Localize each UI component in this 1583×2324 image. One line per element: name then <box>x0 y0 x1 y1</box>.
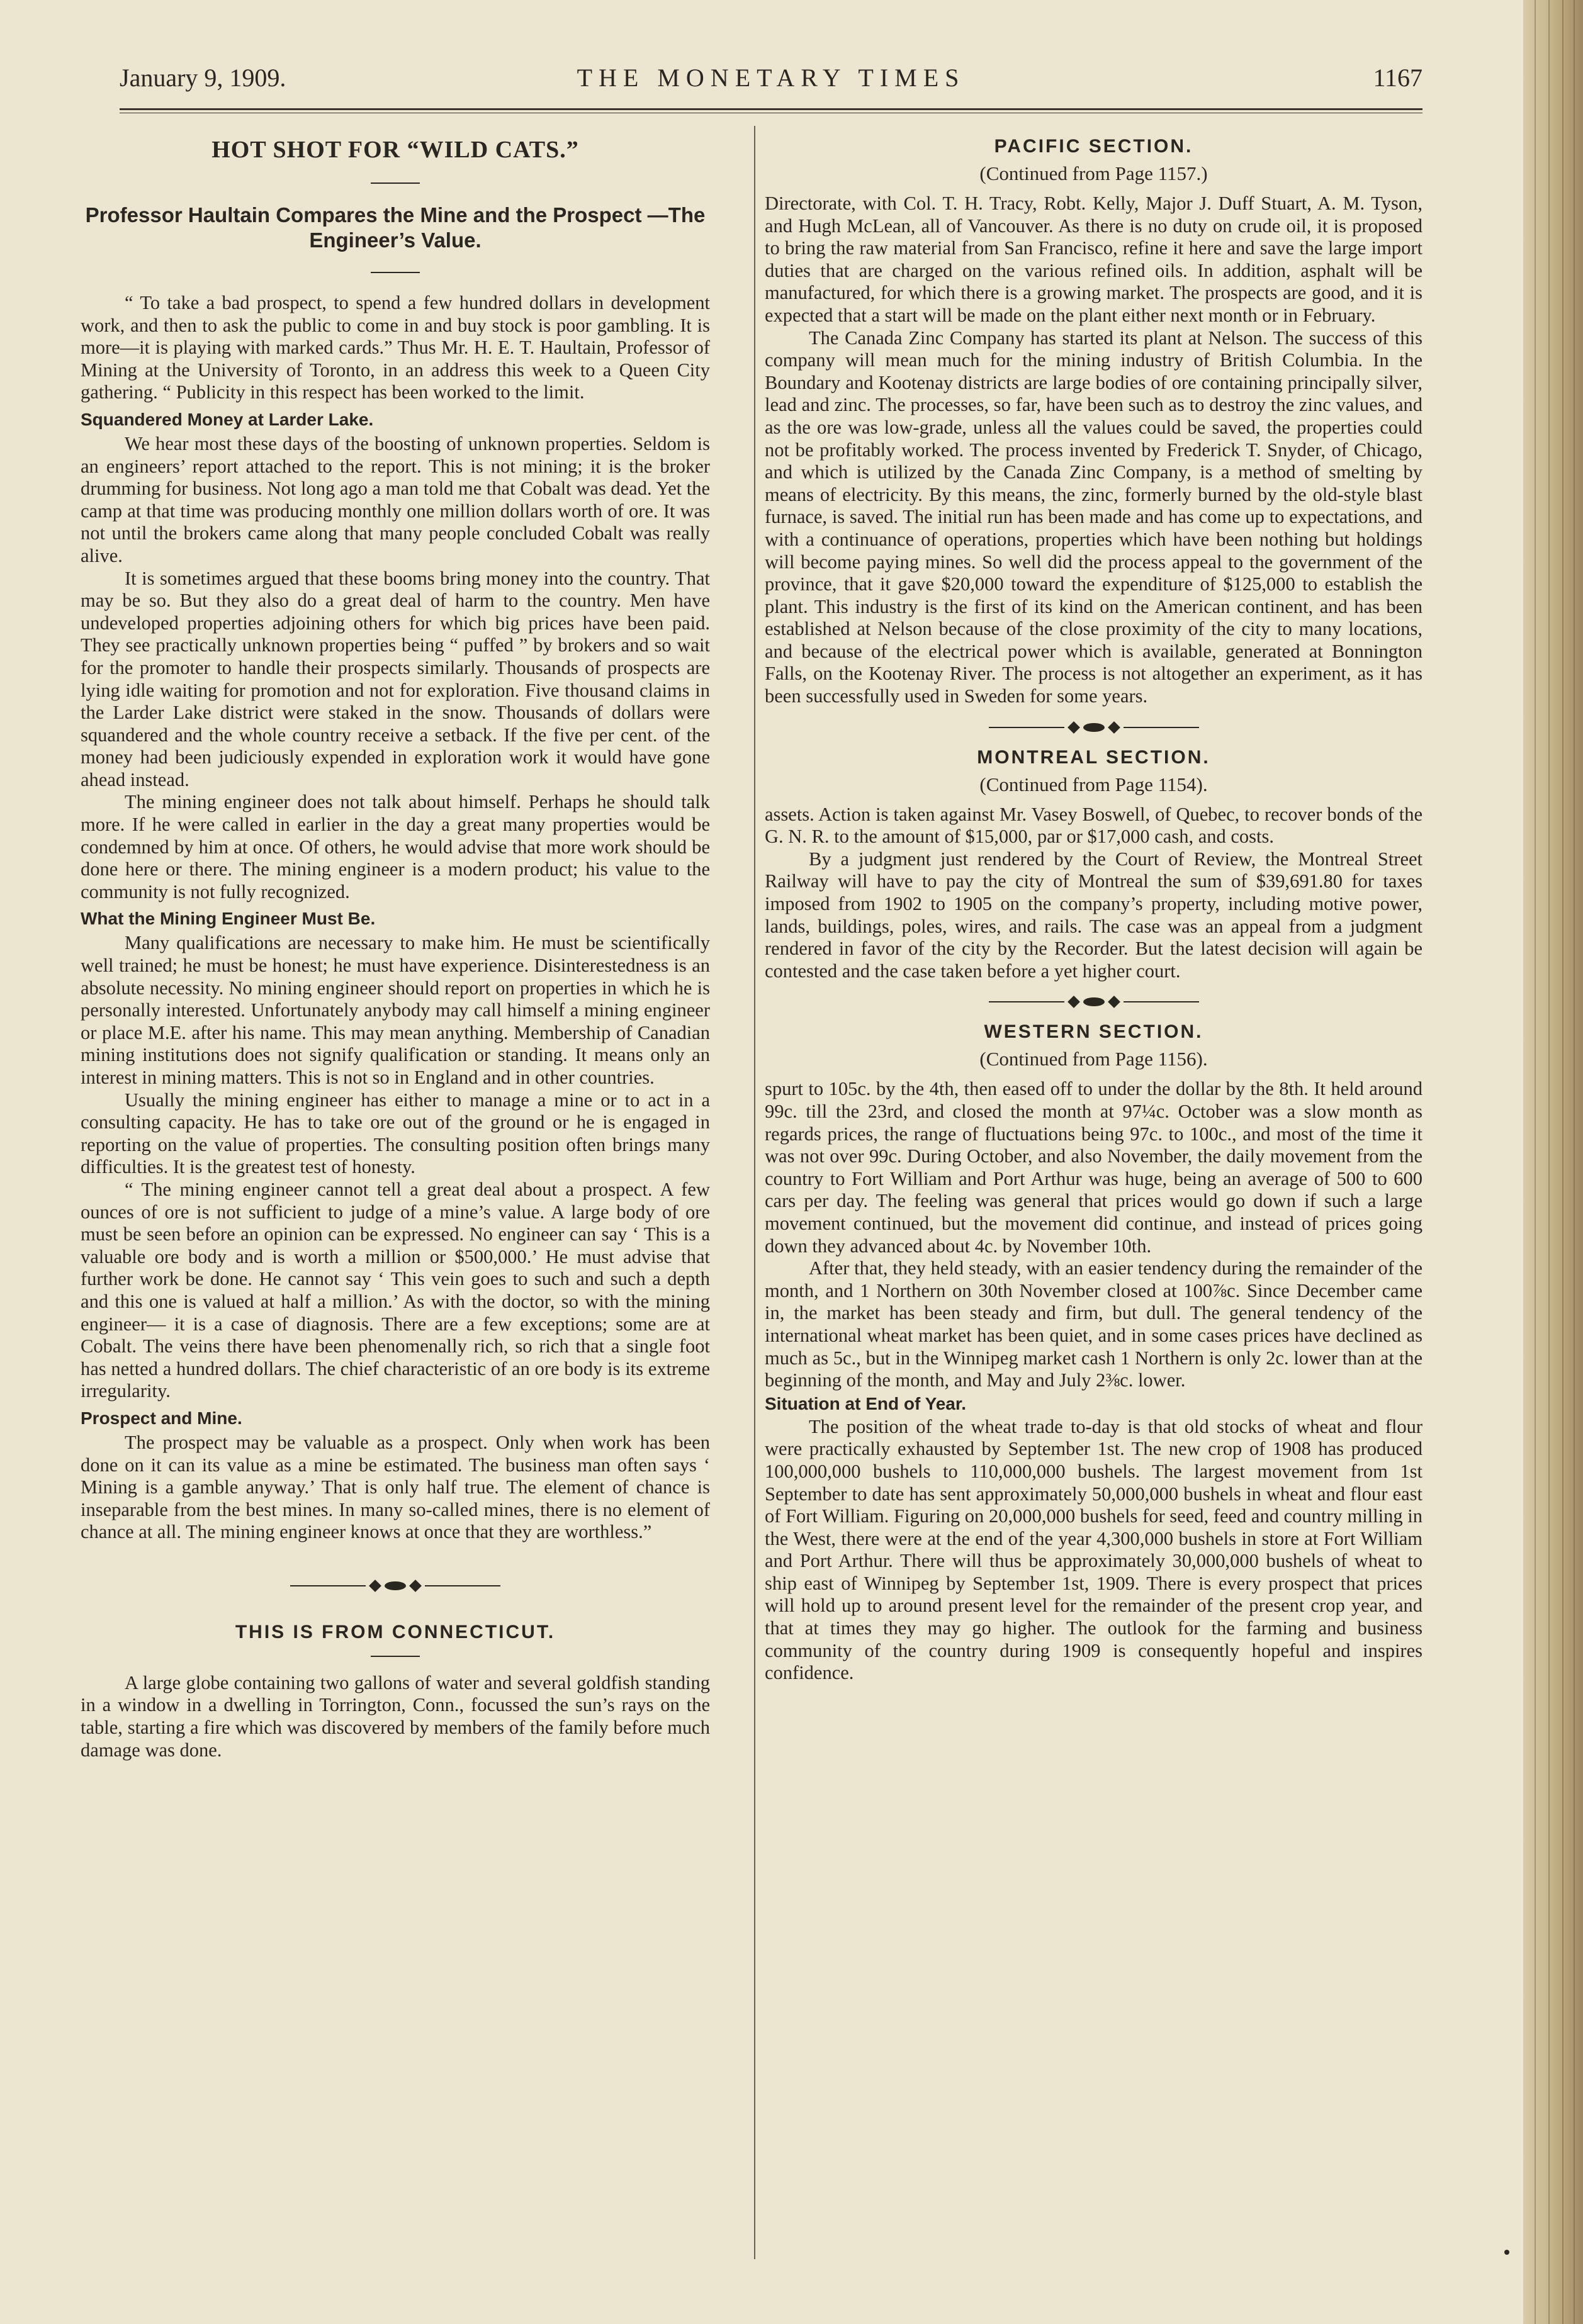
paragraph: The Canada Zinc Company has started its plant at Nelson. The success of this company will mean much for the mining industry of British Columbia. In the Boundary and Kootenay districts are large bodies of ore containing principally silver, lead and zinc. The processes, so far, have been such as to destroy the zinc values, and as the ore was low-grade, unless all the values could be saved, the properties could not be profitably worked. The process invented by Frederick T. Snyder, of Chicago, and which is utilized by the Canada Zinc Company, is a method of smelting by means of electricity. By this means, the zinc, formerly burned by the old-style blast furnace, is saved. The initial run has been made and has come up to expectations, and with a continuance of operations, properties which have been nothing but holdings will become paying mines. So well did the process appeal to the government of the province, that it gave $20,000 toward the expenditure of $125,000 to establish the plant. This industry is the first of its kind on the American continent, and has been established at Nelson because of the close proximity of the city to many locations, and because of the electrical power which is available, generated at Bonnington Falls, on the Kootenay River. The process is not altogether an experiment, as it has been successfully used in Sweden for some years. <box>765 327 1422 707</box>
right-column <box>765 126 1422 1685</box>
issue-date: January 9, 1909. <box>120 64 286 92</box>
paragraph: spurt to 105c. by the 4th, then eased off to under the dollar by the 8th. It held around 99c. till the 23rd, and closed the month at 97¼c. October was a slow month as regards prices, the range of fluctuations being 97c. to 100c., and most of the time it was not over 99c. During October, and also November, the daily movement from the country to Fort William and Port Arthur was huge, being an average of 500 to 600 cars per day. The feeling was general that prices would go down if such a large movement continued, but the movement did continue, and instead of prices going down they advanced about 4c. by November 10th. <box>765 1078 1422 1257</box>
paragraph: After that, they held steady, with an easier tendency during the remainder of the month, and 1 Northern on 30th November closed at 100⅞c. Since December came in, the market has been steady and firm, but dull. The general tendency of the international wheat market has been quiet, and in some cases prices have declined as much as 5c., but in the Winnipeg market cash 1 Northern is only 2c. lower than at the beginning of the month, and May and July 2⅜c. lower. <box>765 1257 1422 1391</box>
paragraph: Directorate, with Col. T. H. Tracy, Robt. Kelly, Major J. Duff Stuart, A. M. Tyson, and Hugh McLean, all of Vancouver. As there is no duty on crude oil, it is proposed to bring the raw material from San Francisco, refine it here and save the large import duties that are charged on the various refined oils. In addition, asphalt will be manufactured, for which there is a growing market. The prospects are good, and it is expected that a start will be made on the plant either next month or in February. <box>765 193 1422 326</box>
subheading: Situation at End of Year. <box>765 1393 966 1413</box>
ink-spot <box>1504 2250 1509 2255</box>
article-title: HOT SHOT FOR “WILD CATS.” <box>211 137 579 163</box>
column-divider <box>754 126 755 2259</box>
article-title: THIS IS FROM CONNECTICUT. <box>235 1621 556 1642</box>
section-ornament <box>765 997 1422 1006</box>
title-rule <box>371 1656 420 1657</box>
continued-note: (Continued from Page 1157.) <box>979 162 1208 184</box>
publication-title: THE MONETARY TIMES <box>577 64 966 92</box>
section-title-montreal: MONTREAL SECTION. <box>977 746 1210 768</box>
title-rule <box>371 182 420 184</box>
subheading: What the Mining Engineer Must Be. <box>81 909 376 929</box>
paragraph: The position of the wheat trade to-day is that old stocks of wheat and flour were practically exhausted by September 1st. The new crop of 1908 has produced 100,000,000 bushels to 110,000,000 bushels. The largest movement from 1st September to date has sent approximately 50,000,000 bushels in wheat and flour east of Fort William. Figuring on 20,000,000 bushels for seed, feed and country milling in the West, there were at the end of the year 4,300,000 bushels in store at Fort William and Port Arthur. There will thus be approximately 30,000,000 bushels of wheat to ship east of Winnipeg by September 1st, 1909. There is every prospect that prices will hold up to around present level for the remainder of the present crop year, and that at times they may go higher. The outlook for the farming and business community of the country during 1909 is consequently hopeful and inspires confidence. <box>765 1415 1422 1684</box>
paragraph: It is sometimes argued that these booms bring money into the country. That may be so. But they also do a great deal of harm to the country. Men have undeveloped properties adjoining others for which big prices have been paid. They see practically unknown properties being “ puffed ” by brokers and so wait for the promoter to handle their prospects similarly. Thousands of prospects are lying idle waiting for promotion and not for exploration. Five thousand claims in the Larder Lake district were staked in the snow. Thousands of dollars were squandered and the whole country receive a setback. If the five per cent. of the money had been judiciously expended in exploration work it would have gone ahead instead. <box>81 567 710 790</box>
page-number: 1167 <box>1373 64 1422 92</box>
paragraph: The prospect may be valuable as a prospect. Only when work has been done on it can its value as a mine be estimated. The business man often says ‘ Mining is a gamble anyway.’ That is only half true. The element of chance is inseparable from the best mines. In many so-called mines, there is no element of chance at all. The mining engineer knows at once that they are worthless.” <box>81 1431 710 1543</box>
subheading: Squandered Money at Larder Lake. <box>81 409 374 429</box>
continued-note: (Continued from Page 1154). <box>979 773 1208 795</box>
section-title-western: WESTERN SECTION. <box>984 1021 1203 1043</box>
article-deck: Professor Haultain Compares the Mine and the Prospect —The Engineer’s Value. <box>85 203 706 252</box>
paragraph: The mining engineer does not talk about himself. Perhaps he should talk more. If he were called in earlier in the day a great many properties would be condemned by him at once. Of others, he would advise that more work should be done here or there. The mining engineer is a modern product; his value to the community is not fully recognized. <box>81 791 710 902</box>
paragraph: “ The mining engineer cannot tell a great deal about a prospect. A few ounces of ore is not sufficient to judge of a mine’s value. A large body of ore must be seen before an opinion can be expressed. No engineer can say ‘ This is a valuable ore body and is worth a million or $500,000.’ He must advise that further work be done. He cannot say ‘ This vein goes to such and such a depth and this one is valued at half a million.’ As with the doctor, so with the mining engineer— it is a case of diagnosis. There are a few exceptions; some are at Cobalt. The veins there have been phenomenally rich, so rich that a single foot has netted a hundred dollars. The chief characteristic of an ore body is its extreme irregularity. <box>81 1178 710 1402</box>
paragraph: assets. Action is taken against Mr. Vasey Boswell, of Quebec, to recover bonds of the G. N. R. to the amount of $15,000, par or $17,000 cash, and costs. <box>765 803 1422 848</box>
paragraph: A large globe containing two gallons of water and several goldfish standing in a window in a dwelling in Torrington, Conn., focussed the sun’s rays on the table, starting a fire which was discovered by members of the family before much damage was done. <box>81 1671 710 1761</box>
section-ornament <box>765 723 1422 732</box>
page-edge <box>1523 0 1583 2324</box>
page-header <box>120 63 1422 107</box>
subheading: Prospect and Mine. <box>81 1408 242 1428</box>
paragraph: Usually the mining engineer has either to manage a mine or to act in a consulting capacity. He has to take ore out of the ground or he is engaged in reporting on the value of properties. The consulting position often brings many difficulties. It is the greatest test of honesty. <box>81 1089 710 1178</box>
deck-rule <box>371 272 420 273</box>
header-rule <box>120 108 1422 113</box>
section-title-pacific: PACIFIC SECTION. <box>994 136 1193 157</box>
paragraph: Many qualifications are necessary to make him. He must be scientifically well trained; he must be honest; he must have experience. Disinterestedness is an absolute necessity. No mining engineer should report on properties in which he is personally interested. Unfortunately anybody may call himself a mining engineer or place M.E. after his name. This may mean anything. Membership of Canadian mining institutions does not signify qualification or standing. It means only an interest in mining matters. This is not so in England and in other countries. <box>81 932 710 1088</box>
paragraph: We hear most these days of the boosting of unknown properties. Seldom is an engineers’ report attached to the report. This is not mining; it is the broker drumming for business. Not long ago a man told me that Cobalt was dead. Yet the camp at that time was producing monthly one million dollars worth of ore. It was not until the brokers came along that many people concluded Cobalt was really alive. <box>81 432 710 566</box>
left-column <box>81 126 710 1761</box>
section-ornament <box>81 1581 710 1590</box>
continued-note: (Continued from Page 1156). <box>979 1048 1208 1070</box>
paragraph: “ To take a bad prospect, to spend a few hundred dollars in development work, and then to ask the public to come in and buy stock is poor gambling. It is more—it is playing with marked cards.” Thus Mr. H. E. T. Haultain, Professor of Mining at the University of Toronto, in an address this week to a Queen City gathering. “ Publicity in this respect has been worked to the limit. <box>81 292 710 403</box>
paragraph: By a judgment just rendered by the Court of Review, the Montreal Street Railway will have to pay the city of Montreal the sum of $39,691.80 for taxes imposed from 1902 to 1905 on the company’s property, including motive power, lands, buildings, poles, wires, and rails. The case was an appeal from a judgment rendered in favor of the city by the Recorder. But the latest decision will again be contested and the case taken before a yet higher court. <box>765 848 1422 982</box>
